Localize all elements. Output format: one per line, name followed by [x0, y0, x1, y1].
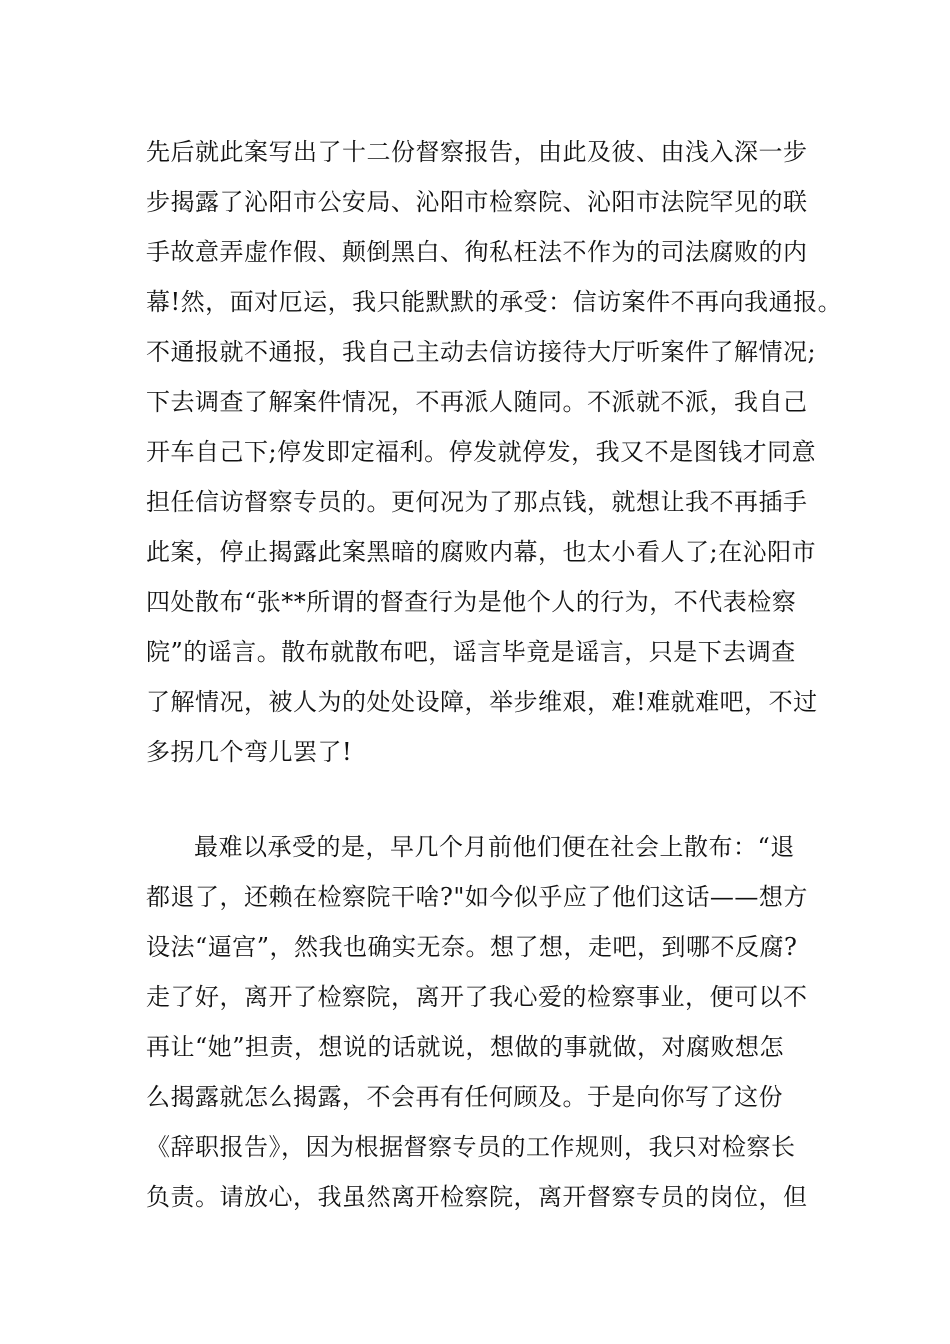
- text-line: 担任信访督察专员的。更何况为了那点钱，就想让我不再插手: [146, 488, 808, 516]
- text-line-indented: 最难以承受的是，早几个月前他们便在社会上散布：“退: [194, 833, 795, 861]
- text-line: 负责。请放心，我虽然离开检察院，离开督察专员的岗位，但: [146, 1183, 808, 1211]
- text-line: 么揭露就怎么揭露，不会再有任何顾及。于是向你写了这份: [146, 1083, 783, 1111]
- paragraph-2: [146, 822, 826, 1222]
- text-line: 院”的谣言。散布就散布吧，谣言毕竟是谣言，只是下去调查: [146, 638, 796, 666]
- text-line: 了解情况，被人为的处处设障，举步维艰，难!难就难吧，不过: [146, 688, 818, 716]
- text-line: 此案，停止揭露此案黑暗的腐败内幕，也太小看人了;在沁阳市: [146, 538, 817, 566]
- paragraph-1: [146, 127, 843, 777]
- text-line: 设法“逼宫”，然我也确实无奈。想了想，走吧，到哪不反腐?: [146, 933, 798, 961]
- text-line: 走了好，离开了检察院，离开了我心爱的检察事业，便可以不: [146, 983, 808, 1011]
- text-line: 都退了，还赖在检察院干啥?"如今似乎应了他们这话——想方: [146, 883, 808, 911]
- text-line: 手故意弄虚作假、颠倒黑白、徇私枉法不作为的司法腐败的内: [146, 238, 808, 266]
- text-line: 不通报就不通报，我自己主动去信访接待大厅听案件了解情况;: [146, 338, 817, 366]
- text-line: 幕!然，面对厄运，我只能默默的承受：信访案件不再向我通报。: [146, 288, 843, 316]
- text-line: 多拐几个弯儿罢了!: [146, 738, 353, 766]
- text-line: 再让“她”担责，想说的话就说，想做的事就做，对腐败想怎: [146, 1033, 785, 1061]
- text-line: 步揭露了沁阳市公安局、沁阳市检察院、沁阳市法院罕见的联: [146, 188, 808, 216]
- text-line: 开车自己下;停发即定福利。停发就停发，我又不是图钱才同意: [146, 438, 817, 466]
- text-line: 先后就此案写出了十二份督察报告，由此及彼、由浅入深一步: [146, 138, 808, 166]
- text-line: 下去调查了解案件情况，不再派人随同。不派就不派，我自己: [146, 388, 808, 416]
- text-line: 四处散布“张**所谓的督查行为是他个人的行为，不代表检察: [146, 588, 797, 616]
- text-line: 《辞职报告》，因为根据督察专员的工作规则，我只对检察长: [146, 1133, 796, 1161]
